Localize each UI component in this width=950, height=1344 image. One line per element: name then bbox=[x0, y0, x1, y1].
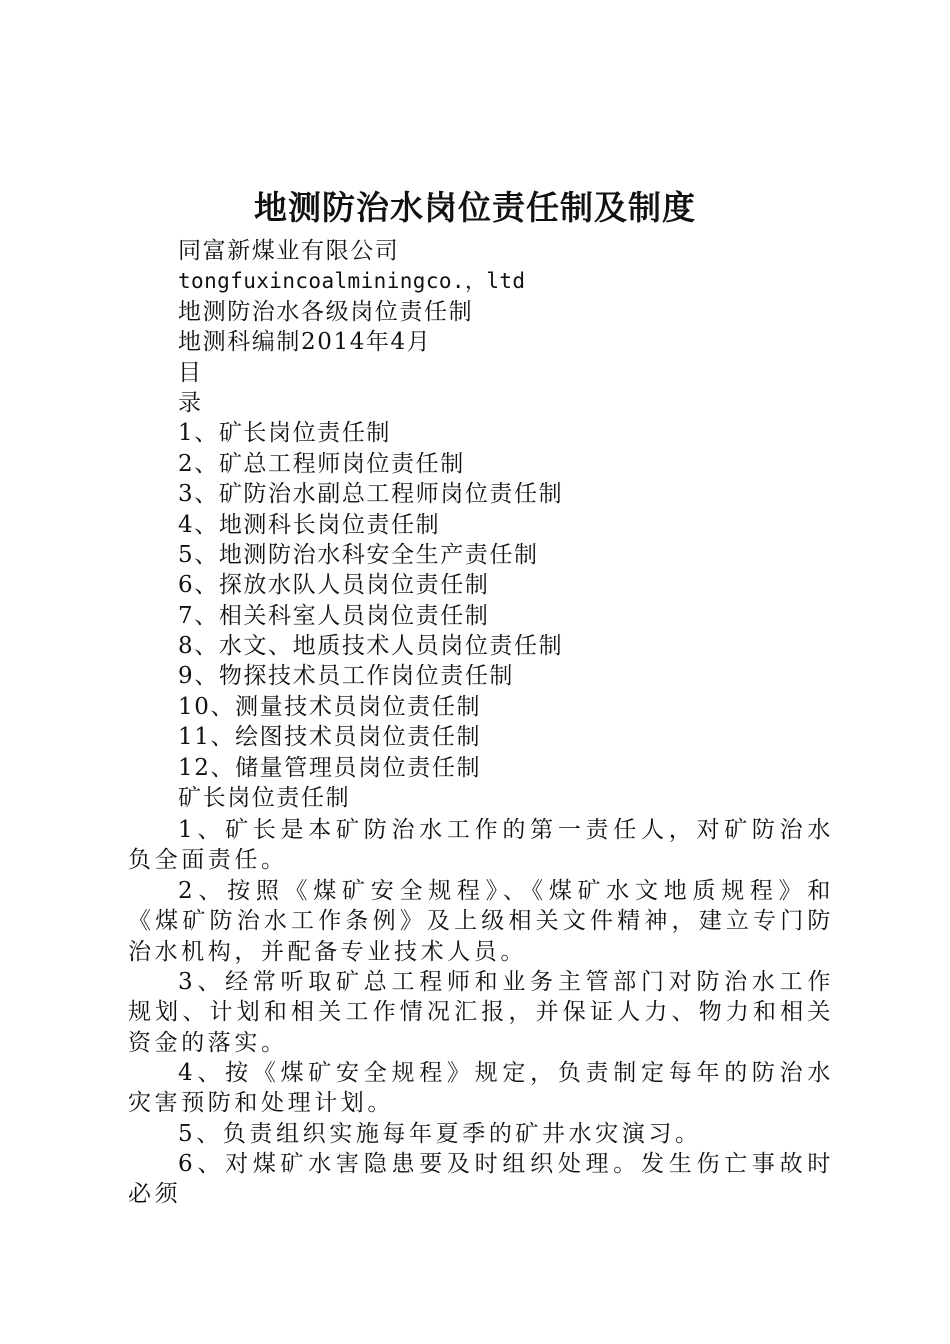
toc-item: 9、物探技术员工作岗位责任制 bbox=[178, 663, 515, 690]
toc-item: 12、储量管理员岗位责任制 bbox=[178, 754, 482, 781]
toc-heading-part-2: 录 bbox=[178, 389, 203, 416]
toc-item: 4、地测科长岗位责任制 bbox=[178, 511, 441, 538]
toc-item: 6、探放水队人员岗位责任制 bbox=[178, 572, 490, 599]
document-title: 地测防治水岗位责任制及制度 bbox=[254, 188, 696, 227]
body-paragraph: 4、按《煤矿安全规程》规定，负责制定每年的防治水灾害预防和处理计划。 bbox=[128, 1060, 834, 1117]
body-paragraph: 5、负责组织实施每年夏季的矿井水灾演习。 bbox=[178, 1121, 702, 1147]
toc-item: 10、测量技术员岗位责任制 bbox=[178, 693, 482, 720]
toc-item: 7、相关科室人员岗位责任制 bbox=[178, 602, 490, 629]
toc-item: 11、绘图技术员岗位责任制 bbox=[178, 724, 482, 751]
compiled-by-date: 地测科编制2014年4月 bbox=[178, 329, 432, 356]
body-paragraph: 3、经常听取矿总工程师和业务主管部门对防治水工作规划、计划和相关工作情况汇报，并保证人力、物力和相关资金的落实。 bbox=[128, 969, 834, 1056]
company-name: 同富新煤业有限公司 bbox=[178, 238, 400, 264]
table-of-contents bbox=[0, 418, 950, 783]
body-paragraph: 1、矿长是本矿防治水工作的第一责任人，对矿防治水负全面责任。 bbox=[128, 817, 834, 874]
body-paragraph: 6、对煤矿水害隐患要及时组织处理。发生伤亡事故时必须 bbox=[128, 1151, 834, 1208]
toc-heading-part-1: 目 bbox=[178, 359, 203, 386]
toc-item: 2、矿总工程师岗位责任制 bbox=[178, 450, 465, 477]
toc-item: 8、水文、地质技术人员岗位责任制 bbox=[178, 633, 564, 660]
toc-item: 1、矿长岗位责任制 bbox=[178, 420, 392, 447]
toc-item: 3、矿防治水副总工程师岗位责任制 bbox=[178, 481, 564, 508]
toc-item: 5、地测防治水科安全生产责任制 bbox=[178, 541, 539, 568]
body-paragraph: 2、按照《煤矿安全规程》、《煤矿水文地质规程》和《煤矿防治水工作条例》及上级相关文件精神，建立专门防治水机构，并配备专业技术人员。 bbox=[128, 878, 834, 965]
section-heading: 矿长岗位责任制 bbox=[178, 785, 351, 812]
document-subtitle: 地测防治水各级岗位责任制 bbox=[178, 298, 474, 325]
company-english-name: tongfuxincoalminingco.，ltd bbox=[178, 269, 526, 294]
header-block bbox=[0, 236, 950, 813]
